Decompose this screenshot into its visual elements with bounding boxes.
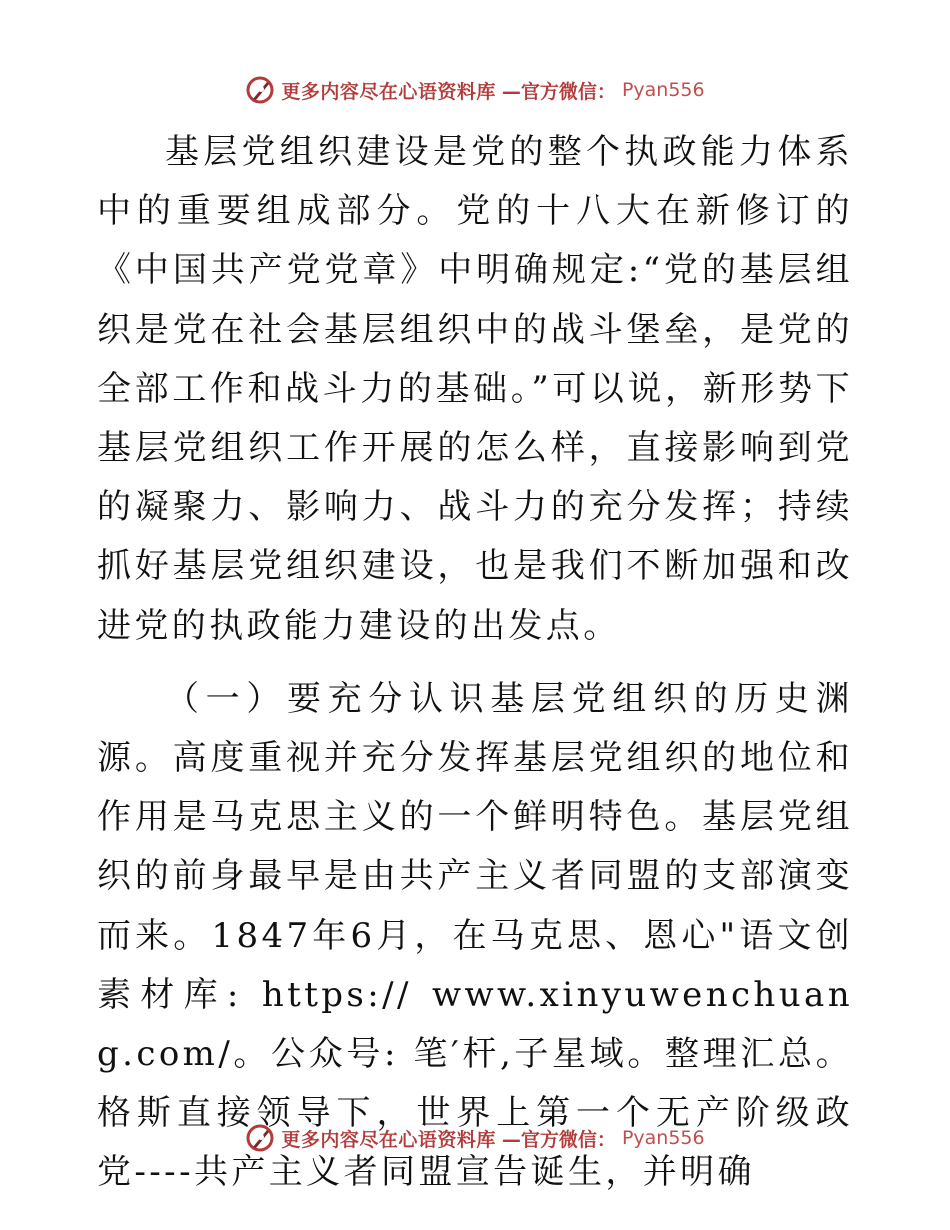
- watermark-text: 更多内容尽在心语资料库: [281, 80, 496, 103]
- watermark-account: Pyan556: [621, 79, 705, 101]
- watermark-separator: —官方微信：: [501, 80, 616, 103]
- paragraph-1: 基层党组织建设是党的整个执政能力体系中的重要组成部分。党的十八大在新修订的《中国共产党党章》中明确规定:“党的基层组织是党在社会基层组织中的战斗堡垒，是党的全部工作和战斗力的基础。”可以说，新形势下基层党组织工作开展的怎么样，直接影响到党的凝聚力、影响力、战斗力的充分发挥；持续抓好基层党组织建设，也是我们不断加强和改进党的执政能力建设的出发点。: [97, 132, 853, 646]
- quill-logo-icon: [245, 1123, 275, 1153]
- paragraph-2: （一）要充分认识基层党组织的历史渊源。高度重视并充分发挥基层党组织的地位和作用是马克思主义的一个鲜明特色。基层党组织的前身最早是由共产主义者同盟的支部演变而来。1847年6月，在马克思、恩心"语文创素材库: https:// www.xinyuwenchuang.com/。公众号: 笔′杆,子星域。整理汇总。格斯直接领导下，世界上第一个无产阶级政党----共产主义者同盟宣告诞生，并明确: [97, 678, 853, 1193]
- watermark-text: 更多内容尽在心语资料库: [281, 1128, 496, 1151]
- watermark-account: Pyan556: [621, 1127, 705, 1149]
- quill-logo-icon: [245, 75, 275, 105]
- footer-watermark: [0, 1120, 950, 1156]
- header-watermark: [0, 72, 950, 108]
- watermark-separator: —官方微信：: [501, 1128, 616, 1151]
- document-body: [97, 123, 853, 1203]
